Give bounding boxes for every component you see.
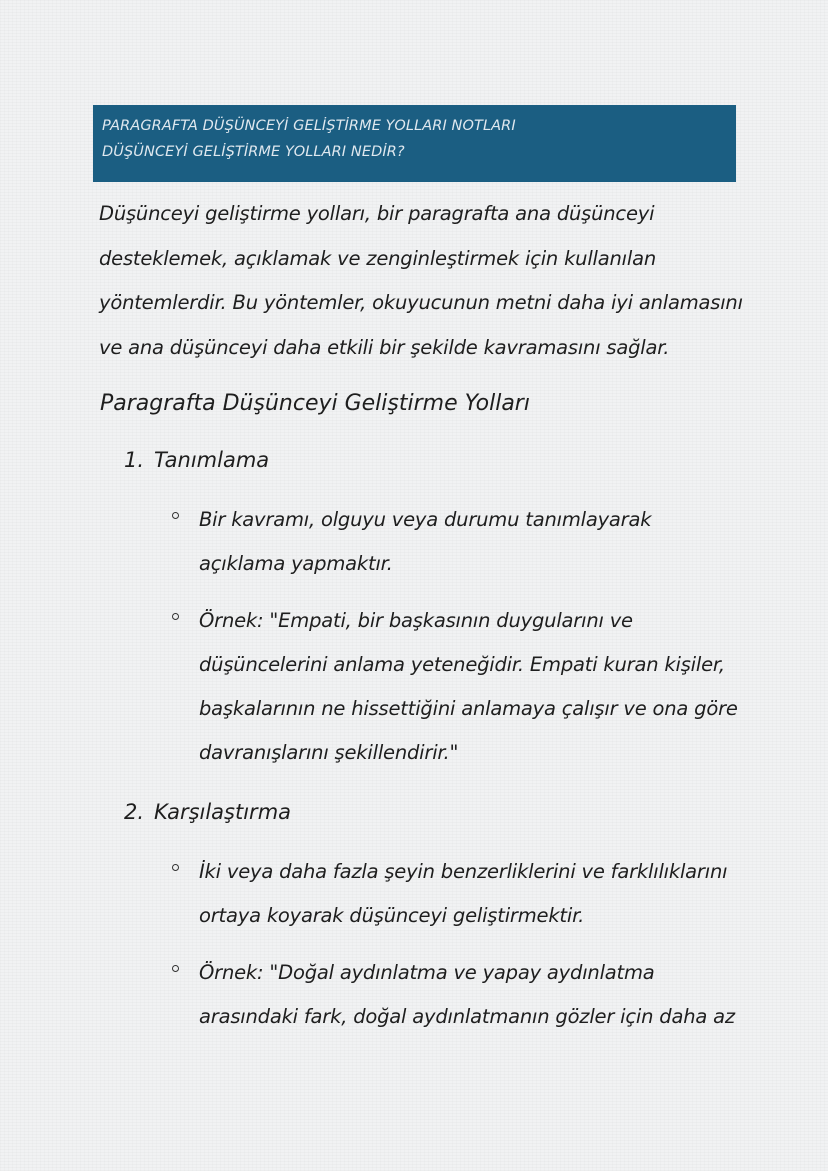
bullet-text [199,951,735,1039]
intro-line: ve ana düşünceyi daha etkili bir şekilde kavramasını sağlar. [99,335,670,359]
bullet-text [199,498,651,586]
intro-line: yöntemlerdir. Bu yöntemler, okuyucunun metni daha iyi anlamasını [99,291,743,314]
method-number: 2. [124,800,145,824]
document-title: PARAGRAFTA DÜŞÜNCEYİ GELİŞTİRME YOLLARI NOTLARI [102,118,516,134]
bullet-circle-icon [172,965,179,972]
method-name: Tanımlama [154,448,270,472]
bullet-line: İki veya daha fazla şeyin benzerliklerini ve farklılıklarını [199,860,728,883]
intro-line: desteklemek, açıklamak ve zenginleştirmek için kullanılan [99,246,657,270]
method-title-karsilastirma [124,792,291,832]
method-name: Karşılaştırma [154,800,292,824]
header-banner [93,105,736,182]
intro-line: Düşünceyi geliştirme yolları, bir paragrafta ana düşünceyi [99,202,655,225]
method-number: 1. [124,448,145,472]
bullet-circle-icon [172,864,179,871]
bullet-line: arasındaki fark, doğal aydınlatmanın gözler için daha az [199,1005,735,1028]
bullet-line: davranışlarını şekillendirir." [199,741,459,764]
bullet-line: Örnek: "Empati, bir başkasının duygularını ve [199,609,633,632]
bullet-line: düşüncelerini anlama yeteneğidir. Empati kuran kişiler, [199,653,725,676]
intro-paragraph [99,192,743,370]
bullet-line: Örnek: "Doğal aydınlatma ve yapay aydınlatma [199,961,655,984]
bullet-text [199,599,738,775]
bullet-circle-icon [172,613,179,620]
method-title-tanimlama [124,440,269,480]
bullet-text [199,850,727,938]
bullet-circle-icon [172,512,179,519]
bullet-line: Bir kavramı, olguyu veya durumu tanımlayarak [199,508,652,531]
bullet-line: ortaya koyarak düşünceyi geliştirmektir. [199,904,585,927]
document-subtitle: DÜŞÜNCEYİ GELİŞTİRME YOLLARI NEDİR? [102,144,405,160]
section-heading: Paragrafta Düşünceyi Geliştirme Yolları [100,391,530,416]
bullet-line: açıklama yapmaktır. [199,552,393,575]
bullet-line: başkalarının ne hissettiğini anlamaya çalışır ve ona göre [199,697,738,720]
